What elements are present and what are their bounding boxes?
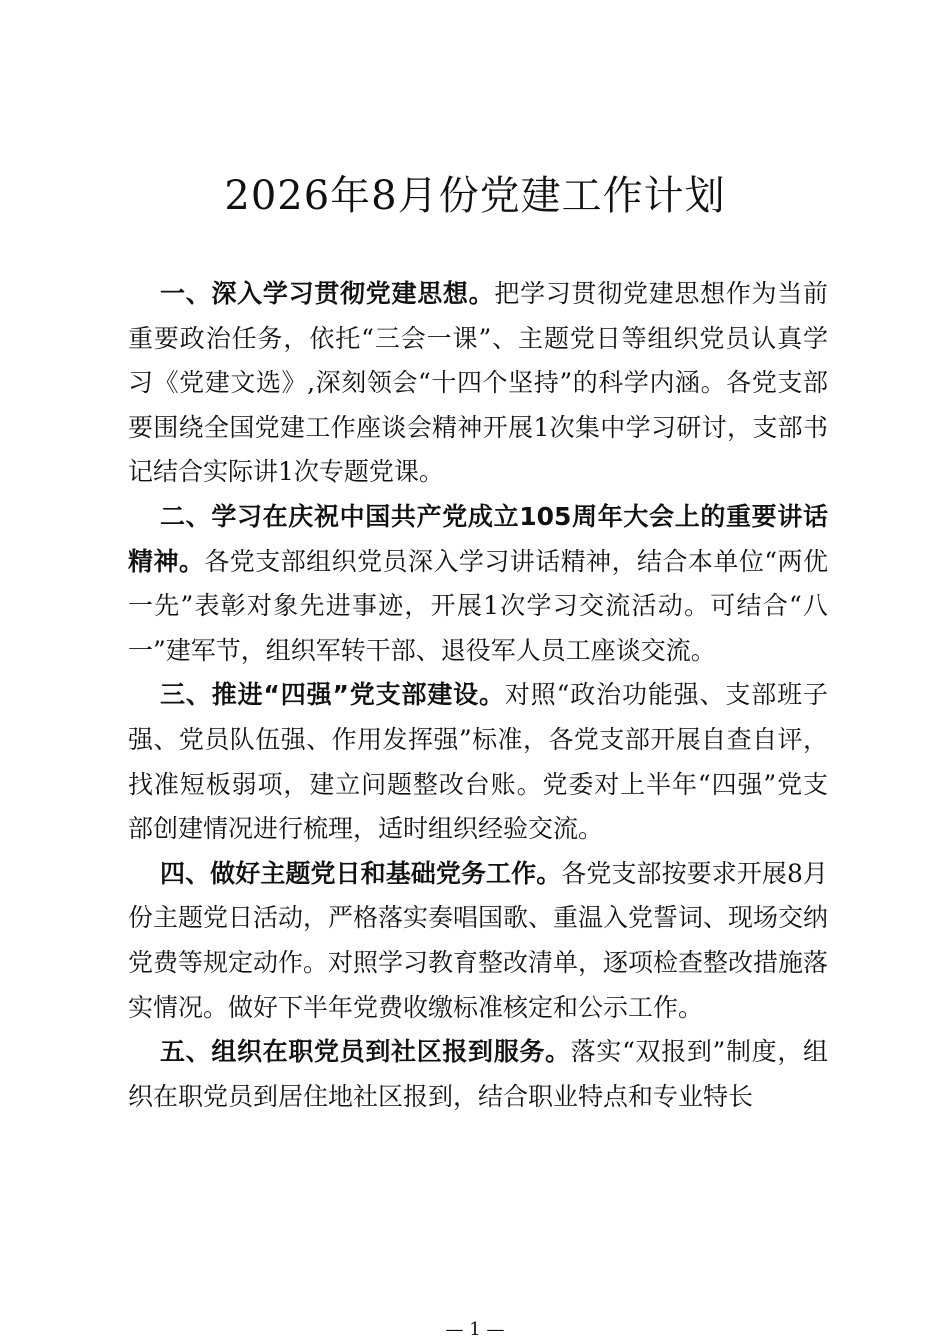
paragraph-4-text: 各党支部按要求开展8月份主题党日活动，严格落实奏唱国歌、重温入党誓词、现场交纳党费等规定动作。对照学习教育整改清单，逐项检查整改措施落实情况。做好下半年党费收缴标准核定和公示工作。 (128, 858, 829, 1022)
paragraph-5-heading: 五、组织在职党员到社区报到服务。 (160, 1037, 571, 1067)
paragraph-4-heading: 四、做好主题党日和基础党务工作。 (160, 858, 562, 888)
paragraph-1 (128, 272, 828, 495)
paragraph-1-heading: 一、深入学习贯彻党建思想。 (160, 279, 495, 308)
paragraph-3-text: 对照“政治功能强、支部班子强、党员队伍强、作用发挥强”标准，各党支部开展自查自评，找准短板弱项，建立问题整改台账。党委对上半年“四强”党支部创建情况进行梳理，适时组织经验交流。 (128, 680, 828, 844)
paragraph-5 (128, 1030, 828, 1119)
paragraph-4 (128, 852, 828, 1030)
paragraph-3-heading: 三、推进“四强”党支部建设。 (160, 680, 505, 710)
paragraph-2-text: 各党支部组织党员深入学习讲话精神，结合本单位“两优一先”表彰对象先进事迹，开展1次学习交流活动。可结合“八一”建军节，组织军转干部、退役军人员工座谈交流。 (128, 546, 828, 665)
paragraph-2-heading: 二、学习在庆祝中国共产党成立105周年大会上的重要讲话精神。 (128, 501, 828, 576)
document-title: 2026年8月份党建工作计划 (224, 173, 726, 219)
paragraph-5-text: 落实“双报到”制度，组织在职党员到居住地社区报到，结合职业特点和专业特长 (128, 1037, 828, 1111)
paragraph-3 (128, 673, 828, 851)
paragraph-1-text: 把学习贯彻党建思想作为当前重要政治任务，依托“三会一课”、主题党日等组织党员认真学习《党建文选》,深刻领会“十四个坚持”的科学内涵。各党支部要围绕全国党建工作座谈会精神开展1次集中学习研讨，支部书记结合实际讲1次专题党课。 (128, 279, 828, 487)
page-number: — 1 — (445, 1319, 505, 1340)
document-body (128, 272, 828, 1119)
paragraph-2 (128, 495, 828, 673)
